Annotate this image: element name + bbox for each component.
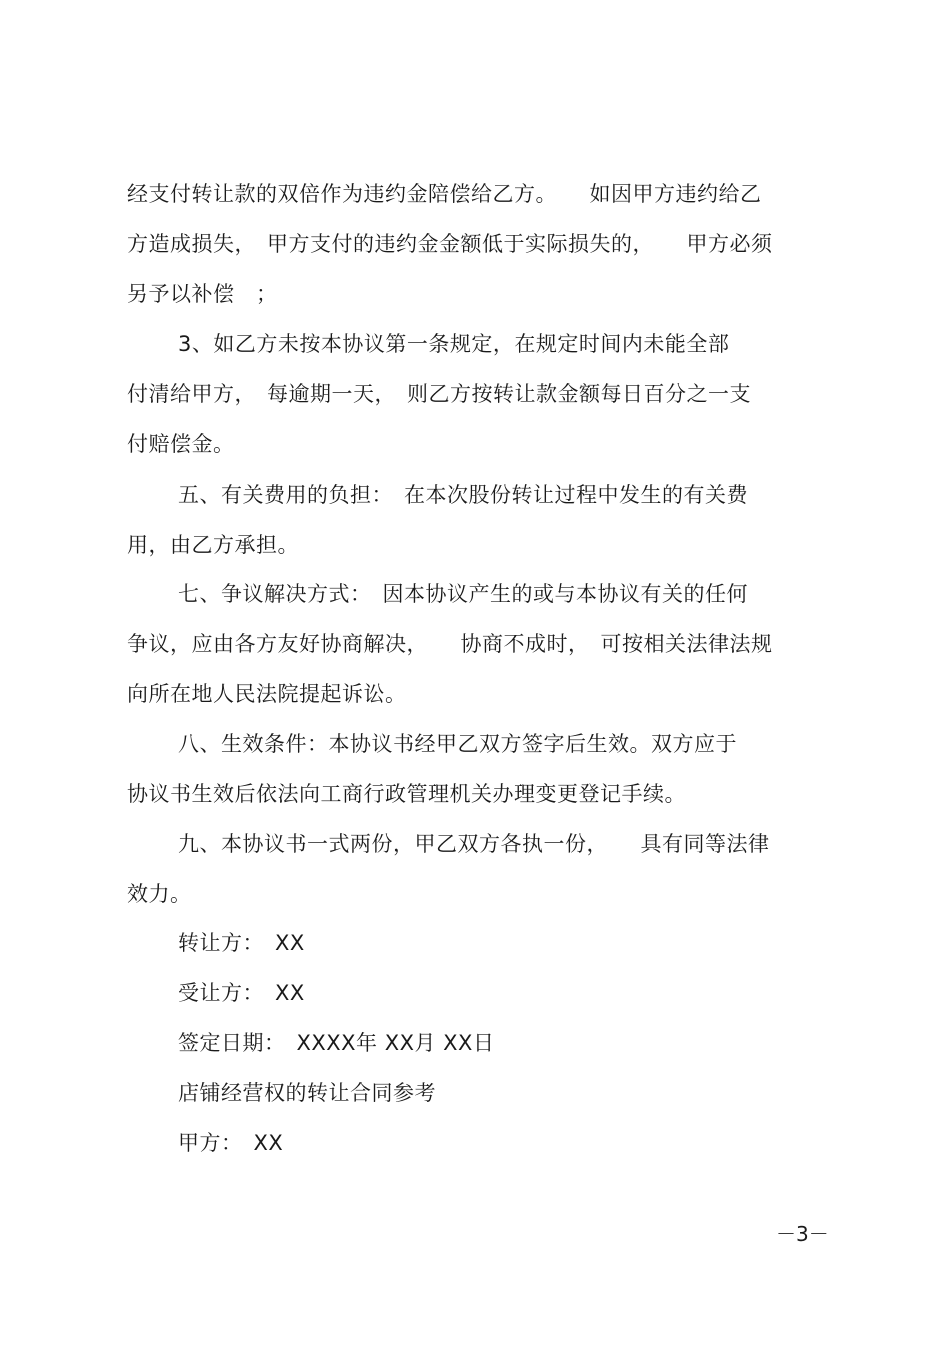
signature-transferee: 受让方： XX xyxy=(178,981,305,1005)
body-line: 方造成损失， 甲方支付的违约金金额低于实际损失的， 甲方必须 xyxy=(127,232,773,256)
body-line: 3、如乙方未按本协议第一条规定，在规定时间内未能全部 xyxy=(178,332,730,356)
body-line: 用，由乙方承担。 xyxy=(127,533,299,557)
signing-date: 签定日期： XXXX年 XX月 XX日 xyxy=(178,1031,495,1055)
section-title: 店铺经营权的转让合同参考 xyxy=(178,1081,436,1105)
body-line: 五、有关费用的负担： 在本次股份转让过程中发生的有关费 xyxy=(178,483,748,507)
signature-transferor: 转让方： XX xyxy=(178,931,305,955)
party-a-line: 甲方： XX xyxy=(178,1131,284,1155)
body-line: 争议，应由各方友好协商解决， 协商不成时， 可按相关法律法规 xyxy=(127,632,773,656)
body-line: 另予以补偿 ； xyxy=(127,282,278,306)
body-line: 协议书生效后依法向工商行政管理机关办理变更登记手续。 xyxy=(127,782,686,806)
page-number: －3－ xyxy=(776,1222,829,1246)
body-line: 效力。 xyxy=(127,882,192,906)
body-line: 付赔偿金。 xyxy=(127,432,235,456)
body-line: 经支付转让款的双倍作为违约金陪偿给乙方。 如因甲方违约给乙 xyxy=(127,182,762,206)
body-line: 九、本协议书一式两份，甲乙双方各执一份， 具有同等法律 xyxy=(178,832,770,856)
body-line: 七、争议解决方式： 因本协议产生的或与本协议有关的任何 xyxy=(178,582,748,606)
body-line: 八、生效条件：本协议书经甲乙双方签字后生效。双方应于 xyxy=(178,732,737,756)
body-line: 付清给甲方， 每逾期一天， 则乙方按转让款金额每日百分之一支 xyxy=(127,382,751,406)
body-line: 向所在地人民法院提起诉讼。 xyxy=(127,682,407,706)
